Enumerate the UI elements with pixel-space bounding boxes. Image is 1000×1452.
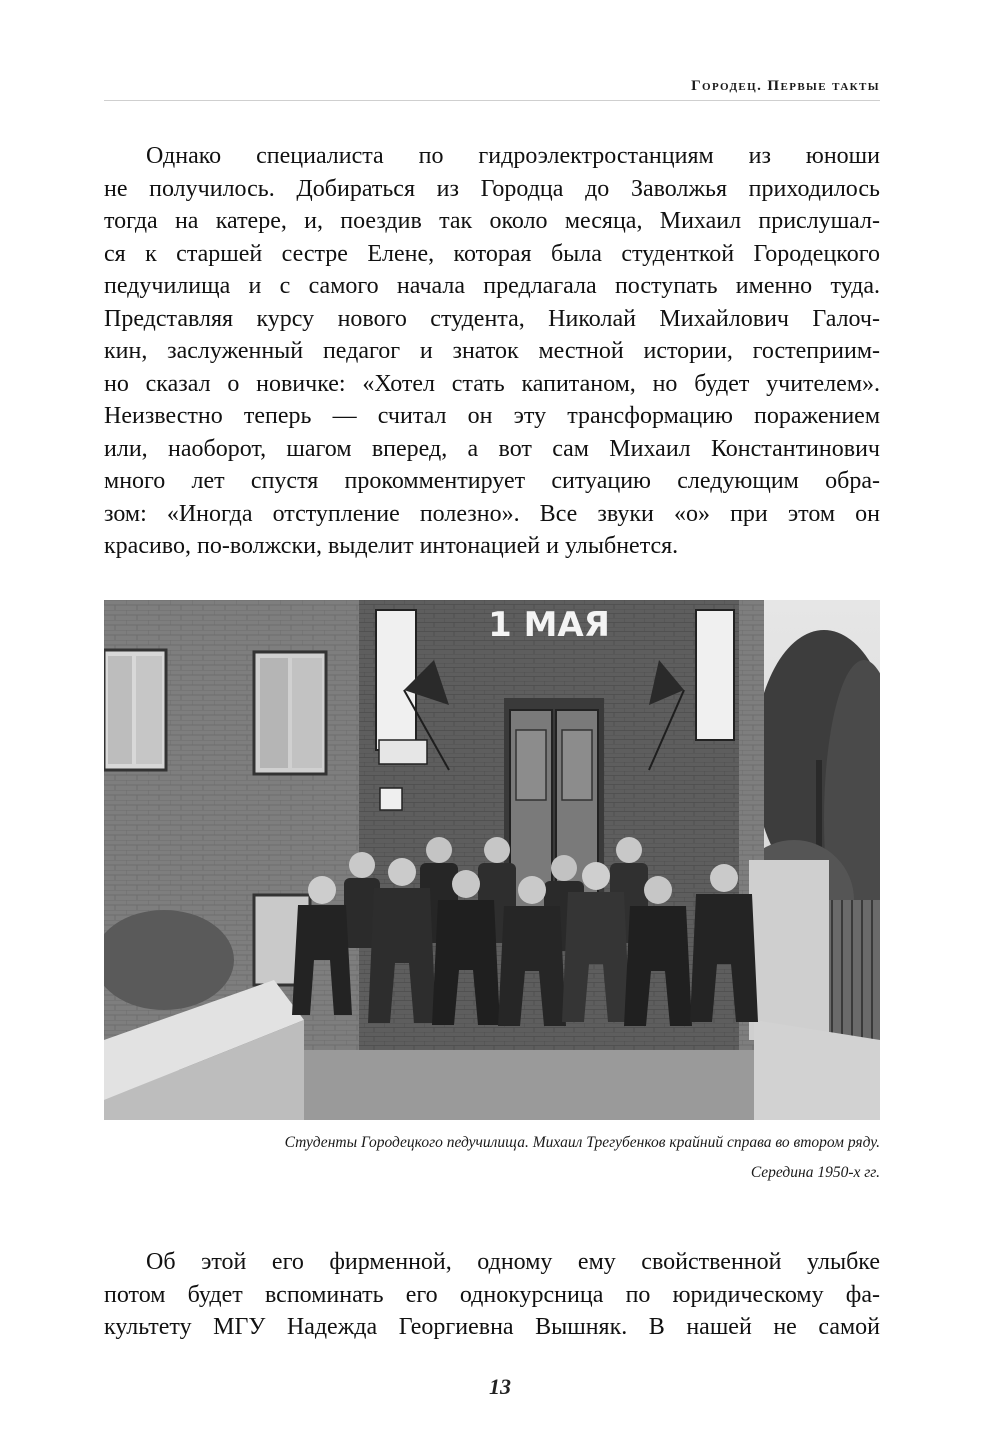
paragraph-line: ся к старшей сестре Елене, которая была студенткой Городецкого: [104, 240, 880, 267]
paragraph-line: Однако специалиста по гидроэлектростанциям из юноши: [146, 143, 880, 169]
paragraph-line: Неизвестно теперь — считал он эту трансформацию поражением: [104, 403, 880, 429]
group-photo-image: [104, 600, 880, 1120]
paragraph-line: много лет спустя прокомментирует ситуацию следующим обра-: [104, 468, 880, 494]
photo-caption: Студенты Городецкого педучилища. Михаил Трегубенков крайний справа во втором ряду.: [284, 1134, 880, 1151]
header-rule: [104, 100, 880, 101]
may-day-sign: 1 МАЯ: [488, 605, 610, 645]
mailbox: [380, 788, 402, 810]
group-photo: [104, 600, 880, 1120]
paragraph-line: но сказал о новичке: «Хотел стать капитаном, но будет учителем».: [104, 370, 880, 397]
paragraph-line: потом будет вспоминать его однокурсница по юридическому фа-: [104, 1281, 880, 1308]
paragraph-line: или, наоборот, шагом вперед, а вот сам Михаил Константинович: [104, 435, 880, 462]
paragraph-line: Представляя курсу нового студента, Николай Михайлович Галоч-: [104, 305, 880, 332]
page-number: 13: [489, 1374, 511, 1399]
paragraph-line: красиво, по-волжски, выделит интонацией и улыбнется.: [104, 533, 679, 559]
running-title: Городец. Первые такты: [691, 78, 880, 94]
paragraph-line: кин, заслуженный педагог и знаток местной истории, гостеприим-: [104, 338, 880, 364]
paragraph-2: [104, 1246, 880, 1344]
paragraph-line: тогда на катере, и, поездив так около месяца, Михаил прислушал-: [104, 208, 880, 234]
photo-caption-date: Середина 1950-х гг.: [750, 1164, 880, 1181]
plaque: [379, 740, 427, 764]
paragraph-line: не получилось. Добираться из Городца до Заволжья приходилось: [104, 175, 880, 202]
paragraph-line: Об этой его фирменной, одному ему свойственной улыбке: [146, 1249, 880, 1275]
paragraph-line: культету МГУ Надежда Георгиевна Вышняк. В нашей не самой: [104, 1314, 880, 1340]
paragraph-1: [104, 140, 880, 563]
paragraph-line: педучилища и с самого начала предлагала поступать именно туда.: [104, 273, 880, 299]
paragraph-line: зом: «Иногда отступление полезно». Все звуки «о» при этом он: [104, 500, 880, 527]
